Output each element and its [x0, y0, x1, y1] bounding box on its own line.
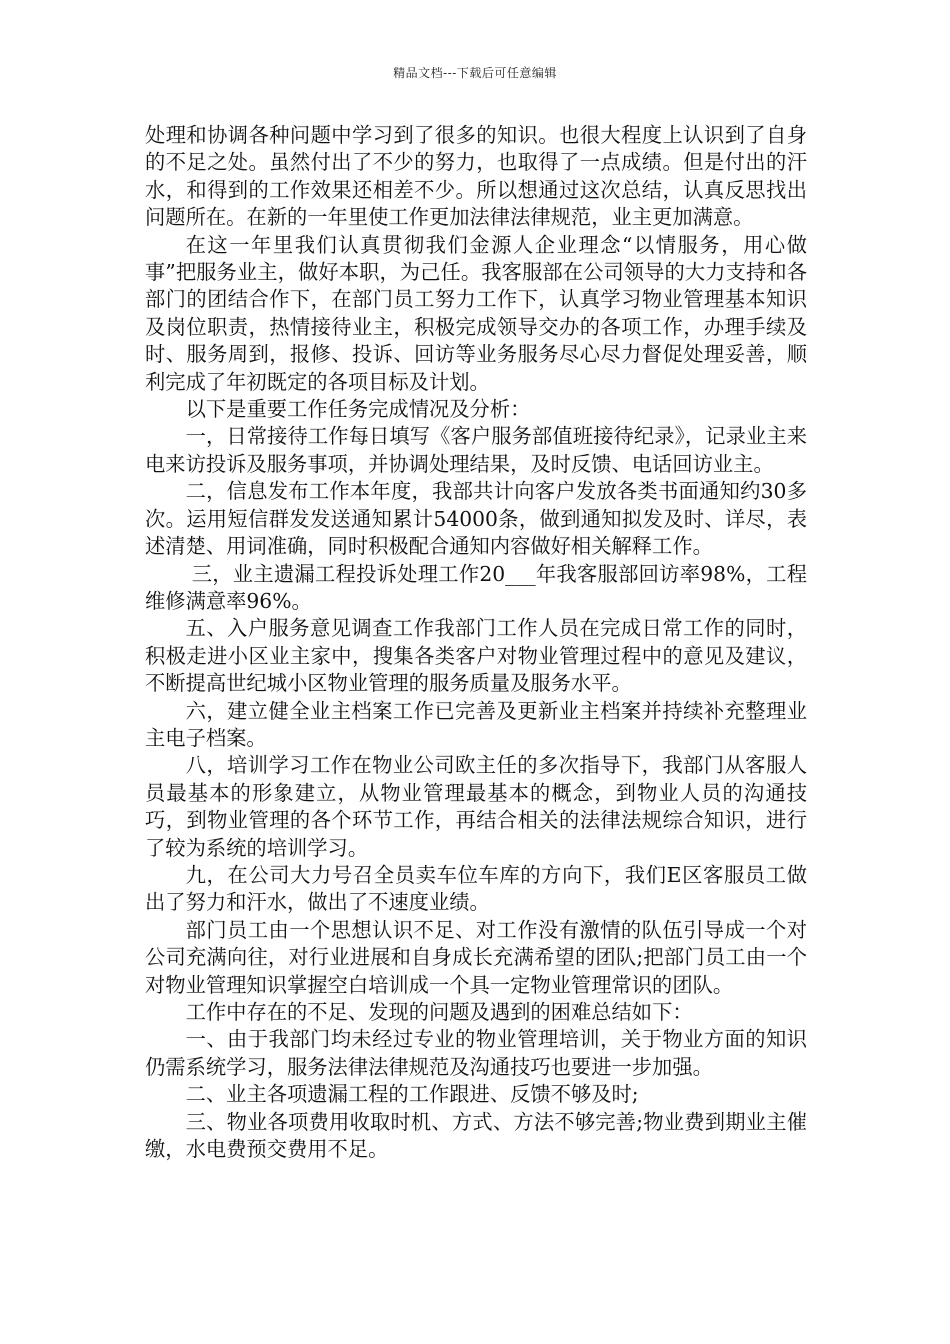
- paragraph-task-intro: 以下是重要工作任务完成情况及分析：: [185, 397, 531, 422]
- document-body: [145, 122, 807, 1163]
- paragraph-problem-followup: 二、业主各项遗漏工程的工作跟进、反馈不够及时;: [185, 1082, 639, 1107]
- paragraph-item-reception: 一，日常接待工作每日填写《客户服务部值班接待纪录》，记录业主来电来访投诉及服务事项，并协调处理结果，及时反馈、电话回访业主。: [145, 424, 807, 476]
- paragraph-continuation: 处理和协调各种问题中学习到了很多的知识。也很大程度上认识到了自身的不足之处。虽然付出了不少的努力，也取得了一点成绩。但是付出的汗水，和得到的工作效果还相差不少。所以想通过这次总结，认真反思找出问题所在。在新的一年里使工作更加法律法律规范，业主更加满意。: [145, 123, 807, 230]
- paragraph-item-survey: 五、入户服务意见调查工作我部门工作人员在完成日常工作的同时，积极走进小区业主家中，搜集各类客户对物业管理过程中的意见及建议，不断提高世纪城小区物业管理的服务质量及服务水平。: [145, 616, 807, 696]
- page-header: 精品文档---下载后可任意编辑: [393, 66, 557, 80]
- paragraph-item-complaints: 三，业主遗漏工程投诉处理工作20___年我客服部回访率98%，工程维修满意率96%。: [145, 561, 807, 613]
- paragraph-problems-intro: 工作中存在的不足、发现的问题及遇到的困难总结如下：: [185, 1000, 693, 1024]
- paragraph-item-training: 八，培训学习工作在物业公司欧主任的多次指导下，我部门从客服人员最基本的形象建立，从物业管理最基本的概念，到物业人员的沟通技巧，到物业管理的各个环节工作，再结合相关的法律法规综合知识，进行了较为系统的培训学习。: [145, 753, 807, 860]
- paragraph-problem-fees: 三、物业各项费用收取时机、方式、方法不够完善;物业费到期业主催缴，水电费预交费用不足。: [145, 1109, 807, 1162]
- paragraph-item-archives: 六，建立健全业主档案工作已完善及更新业主档案并持续补充整理业主电子档案。: [145, 698, 807, 750]
- paragraph-item-parking-sales: 九，在公司大力号召全员卖车位车库的方向下，我们E区客服员工做出了努力和汗水，做出了不速度业绩。: [145, 862, 807, 915]
- paragraph-team-growth: 部门员工由一个思想认识不足、对工作没有激情的队伍引导成一个对公司充满向往，对行业进展和自身成长充满希望的团队;把部门员工由一个对物业管理知识掌握空白培训成一个具一定物业管理常识的团队。: [145, 917, 807, 997]
- paragraph-item-information: 二，信息发布工作本年度，我部共计向客户发放各类书面通知约30多次。运用短信群发发送通知累计54000条，做到通知拟发及时、详尽，表述清楚、用词准确，同时积极配合通知内容做好相关解释工作。: [145, 479, 807, 559]
- paragraph-enterprise-philosophy: 在这一年里我们认真贯彻我们金源人企业理念“以情服务，用心做事”把服务业主，做好本职，为己任。我客服部在公司领导的大力支持和各部门的团结合作下，在部门员工努力工作下，认真学习物业管理基本知识及岗位职责，热情接待业主，积极完成领导交办的各项工作，办理手续及时、服务周到，报修、投诉、回访等业务服务尽心尽力督促处理妥善，顺利完成了年初既定的各项目标及计划。: [145, 232, 807, 394]
- paragraph-problem-training: 一、由于我部门均未经过专业的物业管理培训，关于物业方面的知识仍需系统学习，服务法律法律规范及沟通技巧也要进一步加强。: [145, 1027, 807, 1079]
